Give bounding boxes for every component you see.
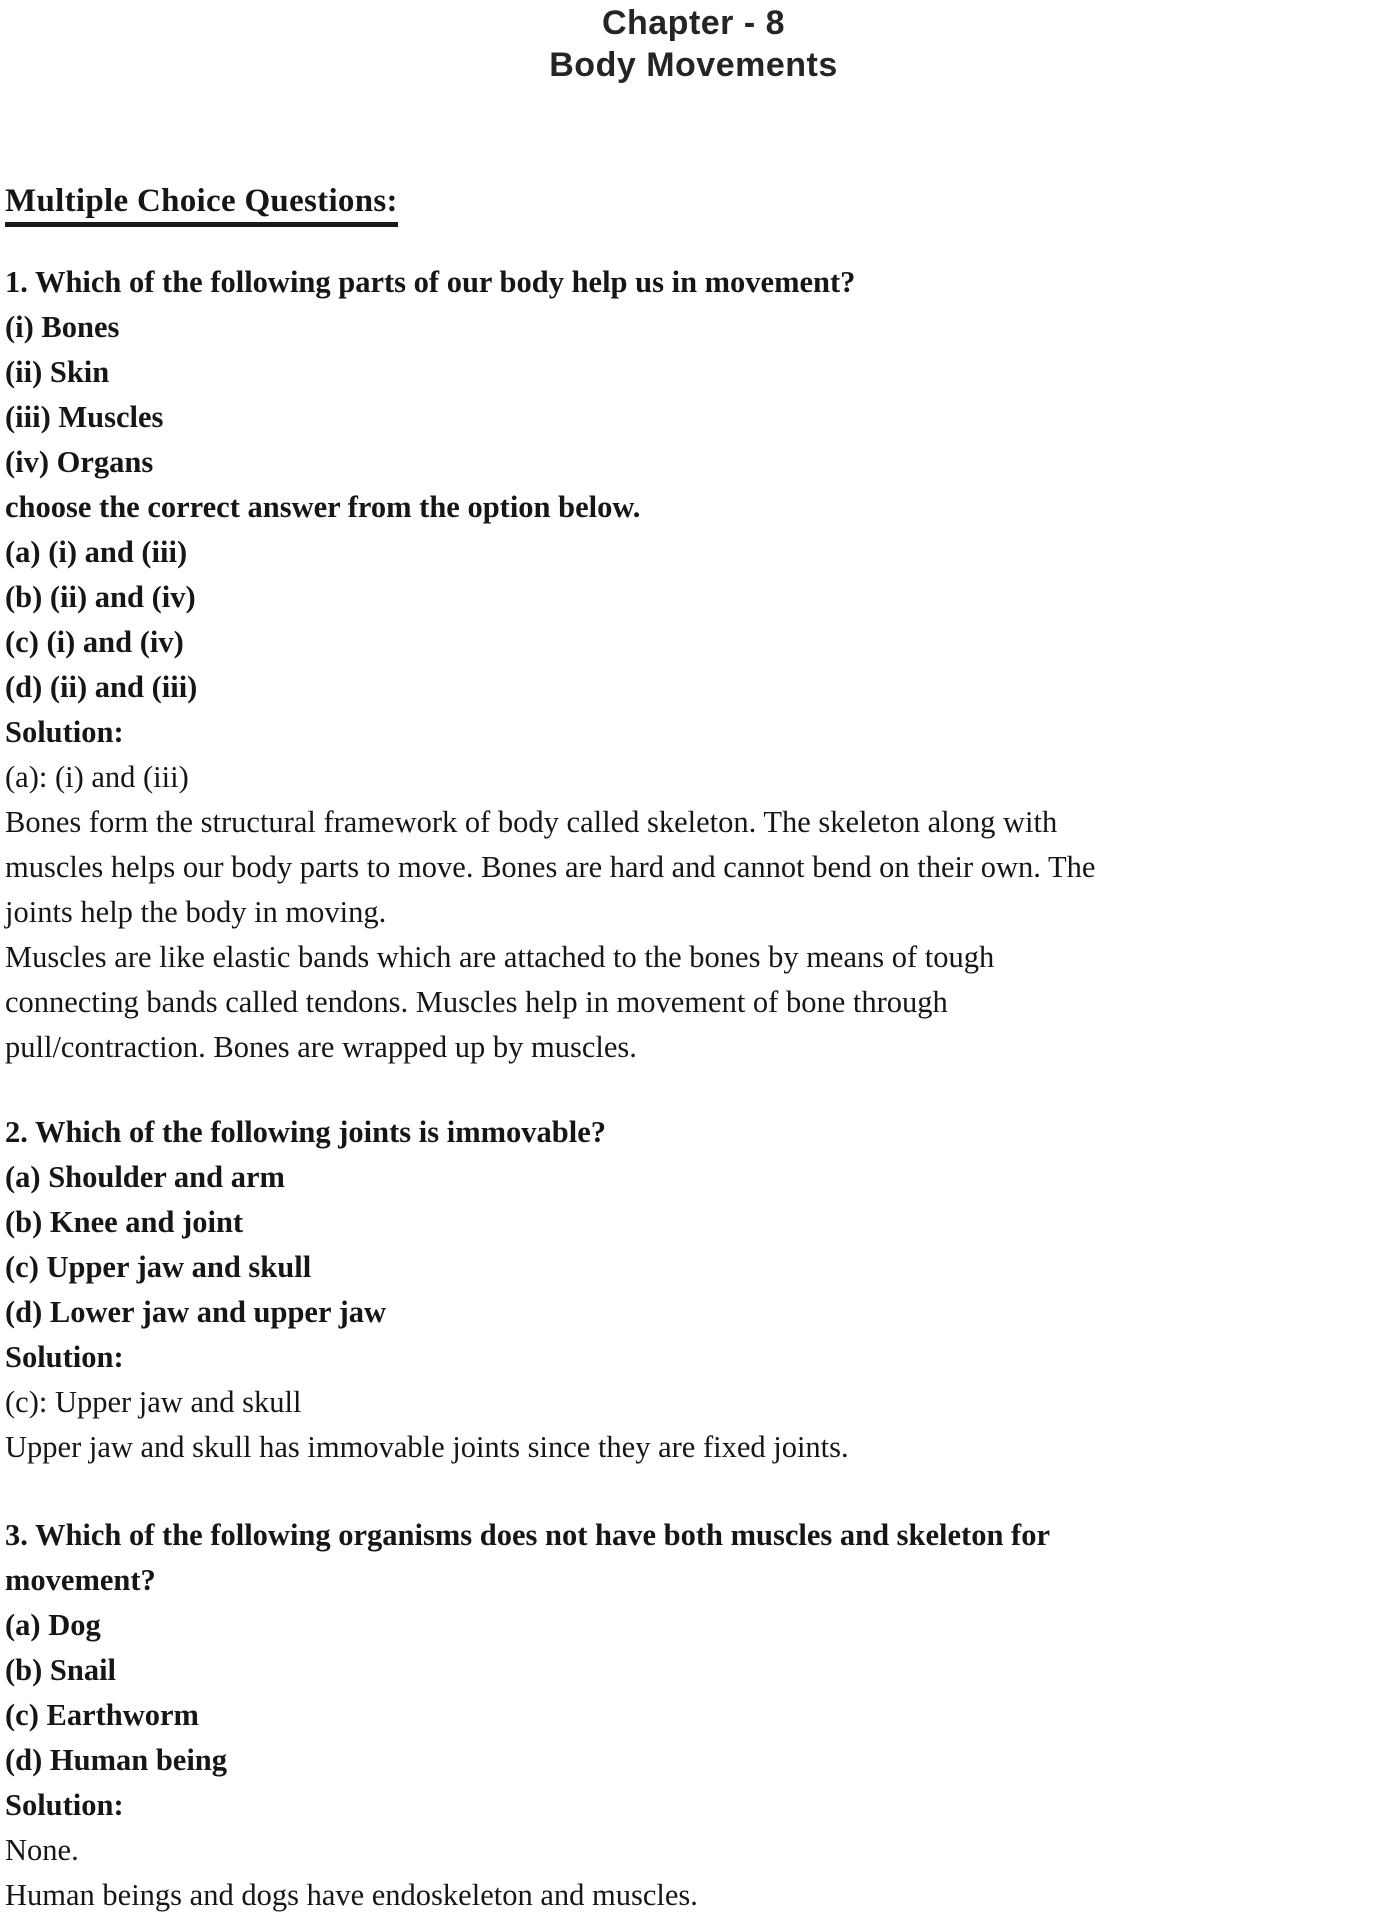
section-heading: Multiple Choice Questions: bbox=[5, 182, 398, 227]
option-item: (b) (ii) and (iv) bbox=[5, 580, 196, 614]
statement-item: (i) Bones bbox=[5, 310, 120, 344]
option-item: (c) (i) and (iv) bbox=[5, 625, 184, 659]
chapter-heading bbox=[5, 2, 1382, 86]
chapter-title-line: Chapter - 8 bbox=[601, 4, 786, 42]
section-heading-wrap bbox=[5, 182, 1382, 227]
explanation-line: Human beings and dogs have endoskeleton and muscles. bbox=[5, 1878, 698, 1912]
option-item: (a) Shoulder and arm bbox=[5, 1160, 285, 1194]
option-item: (d) (ii) and (iii) bbox=[5, 670, 198, 704]
solution-label: Solution: bbox=[5, 1788, 124, 1822]
question-text: 2. Which of the following joints is immovable? bbox=[5, 1115, 606, 1149]
explanation-line: connecting bands called tendons. Muscles help in movement of bone through bbox=[5, 985, 948, 1019]
option-item: (a) Dog bbox=[5, 1608, 101, 1642]
question-block-3 bbox=[5, 1513, 1382, 1918]
option-item: (b) Knee and joint bbox=[5, 1205, 244, 1239]
explanation-line: Upper jaw and skull has immovable joints since they are fixed joints. bbox=[5, 1430, 849, 1464]
explanation-line: Bones form the structural framework of body called skeleton. The skeleton along with bbox=[5, 805, 1058, 839]
explanation-line: joints help the body in moving. bbox=[5, 895, 387, 929]
option-item: (c) Upper jaw and skull bbox=[5, 1250, 312, 1284]
chapter-subtitle-line: Body Movements bbox=[549, 46, 838, 84]
question-text: 3. Which of the following organisms does not have both muscles and skeleton for bbox=[5, 1518, 1050, 1552]
solution-answer: (c): Upper jaw and skull bbox=[5, 1385, 302, 1419]
option-item: (d) Lower jaw and upper jaw bbox=[5, 1295, 386, 1329]
statement-item: (iii) Muscles bbox=[5, 400, 164, 434]
explanation-line: muscles helps our body parts to move. Bones are hard and cannot bend on their own. The bbox=[5, 850, 1096, 884]
option-item: (b) Snail bbox=[5, 1653, 117, 1687]
solution-answer: None. bbox=[5, 1833, 79, 1867]
explanation-line: Muscles are like elastic bands which are attached to the bones by means of tough bbox=[5, 940, 995, 974]
option-item: (a) (i) and (iii) bbox=[5, 535, 188, 569]
question-text: 1. Which of the following parts of our body help us in movement? bbox=[5, 265, 856, 299]
explanation-line: pull/contraction. Bones are wrapped up by muscles. bbox=[5, 1030, 637, 1064]
option-item: (d) Human being bbox=[5, 1743, 228, 1777]
instruction-text: choose the correct answer from the option below. bbox=[5, 490, 641, 524]
solution-label: Solution: bbox=[5, 1340, 124, 1374]
statement-item: (ii) Skin bbox=[5, 355, 110, 389]
question-text: movement? bbox=[5, 1563, 156, 1597]
solution-label: Solution: bbox=[5, 715, 124, 749]
option-item: (c) Earthworm bbox=[5, 1698, 199, 1732]
solution-answer: (a): (i) and (iii) bbox=[5, 760, 189, 794]
question-block-2 bbox=[5, 1110, 1382, 1470]
statement-item: (iv) Organs bbox=[5, 445, 154, 479]
question-block-1 bbox=[5, 260, 1382, 1070]
